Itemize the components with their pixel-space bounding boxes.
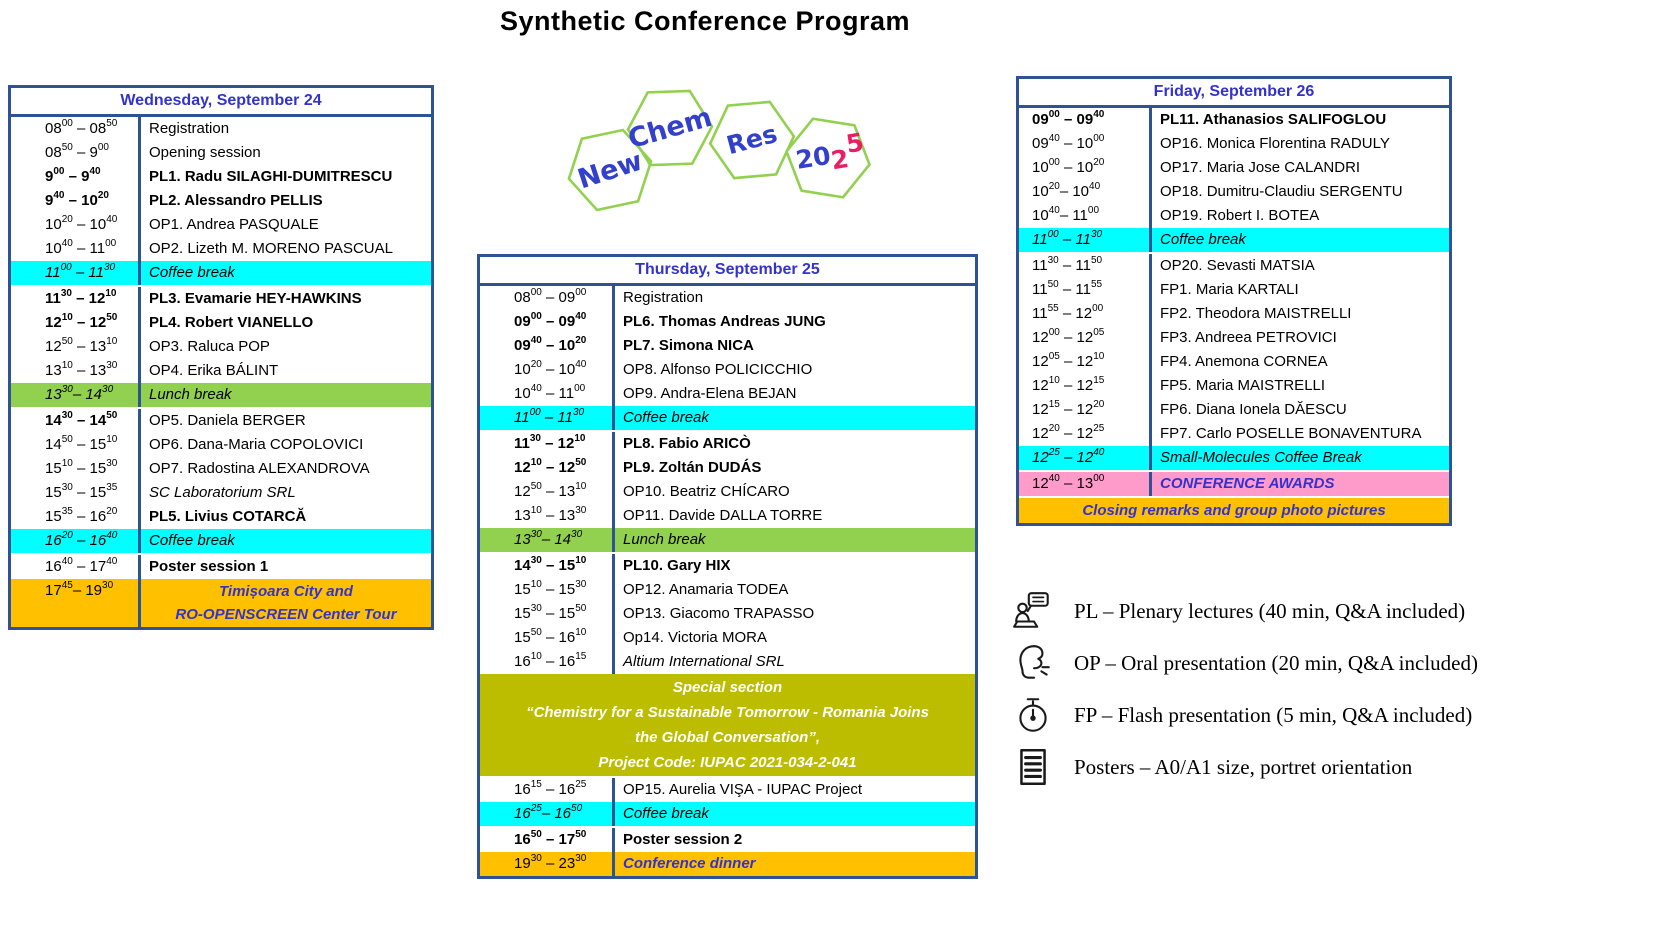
time-range: $09^{00} - 09^{40}$ bbox=[480, 310, 615, 334]
session-label: OP7. Radostina ALEXANDROVA bbox=[149, 460, 370, 477]
session-label: OP12. Anamaria TODEA bbox=[623, 581, 789, 598]
time-range: $11^{50} - 11^{55}$ bbox=[1019, 278, 1152, 302]
logo-hexagon bbox=[781, 115, 875, 200]
schedule-row bbox=[1019, 108, 1449, 132]
time-range: $11^{30} - 12^{10}$ bbox=[11, 287, 141, 311]
schedule-row bbox=[11, 165, 431, 189]
session-label: OP19. Robert I. BOTEA bbox=[1160, 207, 1320, 224]
schedule-row bbox=[11, 141, 431, 165]
time-range: $12^{50} - 13^{10}$ bbox=[11, 335, 141, 359]
session-label: PL11. Athanasios SALIFOGLOU bbox=[1160, 111, 1387, 128]
schedule-row bbox=[1019, 472, 1449, 498]
legend-item bbox=[1012, 637, 1572, 689]
oral-presentation-icon bbox=[1012, 642, 1054, 684]
session-label bbox=[141, 579, 431, 627]
session-label: OP13. Giacomo TRAPASSO bbox=[623, 605, 815, 622]
schedule-row bbox=[1019, 204, 1449, 228]
time-range: $15^{35} - 16^{20}$ bbox=[11, 505, 141, 529]
page-title: Synthetic Conference Program bbox=[499, 6, 911, 36]
schedule-row bbox=[480, 578, 975, 602]
schedule-row bbox=[11, 505, 431, 529]
time-range: $12^{40} - 13^{00}$ bbox=[1019, 472, 1152, 496]
session-label: Registration bbox=[149, 120, 230, 137]
time-range: $14^{30} - 15^{10}$ bbox=[480, 554, 615, 578]
session-label: Op14. Victoria MORA bbox=[623, 629, 767, 646]
time-range: $9^{40} - 10^{20}$ bbox=[11, 189, 141, 213]
schedule-row bbox=[480, 828, 975, 852]
block-line: the Global Conversation”, bbox=[634, 729, 821, 746]
session-label: Lunch break bbox=[149, 386, 232, 403]
time-range: $10^{40}-$ $11^{00}$ bbox=[1019, 204, 1152, 228]
time-range: $16^{25}-$ $16^{50}$ bbox=[480, 802, 615, 826]
schedule-row bbox=[11, 237, 431, 261]
session-label: Coffee break bbox=[1160, 231, 1246, 248]
session-label: Coffee break bbox=[623, 409, 709, 426]
time-range: $13^{30}-$ $14^{30}$ bbox=[480, 528, 615, 552]
time-range: $13^{10} - 13^{30}$ bbox=[480, 504, 615, 528]
time-range: $11^{00} - 11^{30}$ bbox=[11, 261, 141, 285]
session-label: OP8. Alfonso POLICICCHIO bbox=[623, 361, 813, 378]
time-range: $13^{30}-$ $14^{30}$ bbox=[11, 383, 141, 407]
time-range: $15^{10} - 15^{30}$ bbox=[480, 578, 615, 602]
schedule-row bbox=[480, 802, 975, 828]
session-label: Registration bbox=[623, 289, 704, 306]
time-range: $11^{00} - 11^{30}$ bbox=[480, 406, 615, 430]
schedule-row bbox=[11, 213, 431, 237]
day-header: Wednesday, September 24 bbox=[11, 88, 431, 117]
time-range: $15^{30} - 15^{50}$ bbox=[480, 602, 615, 626]
special-section bbox=[480, 674, 975, 778]
session-label: Conference dinner bbox=[623, 855, 756, 872]
time-range: $10^{20} - 10^{40}$ bbox=[11, 213, 141, 237]
session-label: Poster session 1 bbox=[149, 558, 269, 575]
schedule-row bbox=[1019, 254, 1449, 278]
schedule-row bbox=[1019, 228, 1449, 254]
schedule-row bbox=[480, 626, 975, 650]
schedule-row bbox=[11, 409, 431, 433]
legend-item bbox=[1012, 689, 1572, 741]
schedule-row bbox=[480, 778, 975, 802]
session-label: OP4. Erika BÁLINT bbox=[149, 362, 279, 379]
time-range: $11^{30} - 11^{50}$ bbox=[1019, 254, 1152, 278]
schedule-row bbox=[480, 650, 975, 674]
legend-text: PL – Plenary lectures (40 min, Q&A included) bbox=[1074, 598, 1466, 623]
session-label: Coffee break bbox=[623, 805, 709, 822]
session-label: OP5. Daniela BERGER bbox=[149, 412, 306, 429]
session-label: CONFERENCE AWARDS bbox=[1160, 475, 1335, 492]
schedule-row bbox=[1019, 132, 1449, 156]
block-line: “Chemistry for a Sustainable Tomorrow - Romania Joins bbox=[526, 704, 929, 721]
time-range: $08^{00} - 09^{00}$ bbox=[480, 286, 615, 310]
schedule-table-friday bbox=[1016, 76, 1452, 526]
time-range: $10^{40} - 11^{00}$ bbox=[480, 382, 615, 406]
time-range: $16^{15} - 16^{25}$ bbox=[480, 778, 615, 802]
session-label: OP10. Beatriz CHÍCARO bbox=[623, 483, 790, 500]
schedule-row bbox=[1019, 398, 1449, 422]
time-range: $08^{00} - 08^{50}$ bbox=[11, 117, 141, 141]
schedule-row bbox=[1019, 374, 1449, 398]
schedule-table-thursday bbox=[477, 254, 978, 879]
session-label: FP4. Anemona CORNEA bbox=[1160, 353, 1328, 370]
schedule-row bbox=[11, 189, 431, 213]
session-label: OP11. Davide DALLA TORRE bbox=[623, 507, 823, 524]
time-range: $12^{25} - 12^{40}$ bbox=[1019, 446, 1152, 470]
session-label: PL3. Evamarie HEY-HAWKINS bbox=[149, 290, 362, 307]
time-range: $12^{15} - 12^{20}$ bbox=[1019, 398, 1152, 422]
session-label: FP5. Maria MAISTRELLI bbox=[1160, 377, 1326, 394]
schedule-row bbox=[480, 310, 975, 334]
schedule-row bbox=[480, 852, 975, 876]
session-label: OP6. Dana-Maria COPOLOVICI bbox=[149, 436, 364, 453]
time-range: $9^{00} - 9^{40}$ bbox=[11, 165, 141, 189]
block-line: Project Code: IUPAC 2021-034-2-041 bbox=[598, 754, 857, 771]
session-label: Coffee break bbox=[149, 532, 235, 549]
time-range: $13^{10} - 13^{30}$ bbox=[11, 359, 141, 383]
logo-word: Res bbox=[723, 118, 781, 161]
schedule-row bbox=[480, 602, 975, 626]
time-range: $12^{10} - 12^{50}$ bbox=[11, 311, 141, 335]
session-label: FP6. Diana Ionela DĂESCU bbox=[1160, 401, 1347, 418]
session-label: OP17. Maria Jose CALANDRI bbox=[1160, 159, 1361, 176]
time-range: $11^{00} - 11^{30}$ bbox=[1019, 228, 1152, 252]
schedule-row bbox=[11, 261, 431, 287]
time-range: $12^{00} - 12^{05}$ bbox=[1019, 326, 1152, 350]
time-range: $12^{10} - 12^{15}$ bbox=[1019, 374, 1152, 398]
schedule-row bbox=[1019, 350, 1449, 374]
session-label: OP15. Aurelia VIŞA - IUPAC Project bbox=[623, 781, 862, 798]
schedule-row bbox=[480, 554, 975, 578]
session-label: Small-Molecules Coffee Break bbox=[1160, 449, 1362, 466]
session-label: PL4. Robert VIANELLO bbox=[149, 314, 314, 331]
day-header: Thursday, September 25 bbox=[480, 257, 975, 286]
schedule-row bbox=[11, 335, 431, 359]
schedule-row bbox=[1019, 156, 1449, 180]
time-range: $16^{50} - 17^{50}$ bbox=[480, 828, 615, 852]
schedule-row bbox=[480, 528, 975, 554]
time-range: $10^{20}-$ $10^{40}$ bbox=[1019, 180, 1152, 204]
time-range: $10^{00} - 10^{20}$ bbox=[1019, 156, 1152, 180]
session-label: OP9. Andra-Elena BEJAN bbox=[623, 385, 797, 402]
time-range: $16^{10} - 16^{15}$ bbox=[480, 650, 615, 674]
schedule-table-wednesday bbox=[8, 85, 434, 630]
session-label: PL1. Radu SILAGHI-DUMITRESCU bbox=[149, 168, 393, 185]
session-label: OP16. Monica Florentina RADULY bbox=[1160, 135, 1390, 152]
session-label: PL7. Simona NICA bbox=[623, 337, 754, 354]
session-label: PL10. Gary HIX bbox=[623, 557, 731, 574]
time-range: $17^{45}-$ $19^{30}$ bbox=[11, 579, 141, 627]
time-range: $15^{50} - 16^{10}$ bbox=[480, 626, 615, 650]
time-range: $09^{00} - 09^{40}$ bbox=[1019, 108, 1152, 132]
time-range: $09^{40} - 10^{00}$ bbox=[1019, 132, 1152, 156]
schedule-row bbox=[1019, 446, 1449, 472]
schedule-row bbox=[480, 432, 975, 456]
schedule-row bbox=[11, 555, 431, 579]
logo-hexagon bbox=[707, 100, 797, 180]
session-label: Poster session 2 bbox=[623, 831, 743, 848]
session-label: OP2. Lizeth M. MORENO PASCUAL bbox=[149, 240, 393, 257]
schedule-row bbox=[11, 481, 431, 505]
schedule-row bbox=[1019, 278, 1449, 302]
schedule-row bbox=[480, 358, 975, 382]
schedule-row bbox=[1019, 180, 1449, 204]
time-range: $10^{40} - 11^{00}$ bbox=[11, 237, 141, 261]
posters-icon bbox=[1012, 746, 1054, 788]
flash-presentation-icon bbox=[1012, 694, 1054, 736]
block-line: Closing remarks and group photo pictures bbox=[1082, 502, 1386, 519]
time-range: $11^{30} - 12^{10}$ bbox=[480, 432, 615, 456]
legend-item bbox=[1012, 585, 1572, 637]
session-label: OP3. Raluca POP bbox=[149, 338, 270, 355]
time-range: $14^{30} - 14^{50}$ bbox=[11, 409, 141, 433]
session-label: OP18. Dumitru-Claudiu SERGENTU bbox=[1160, 183, 1403, 200]
schedule-row bbox=[11, 433, 431, 457]
schedule-row bbox=[1019, 326, 1449, 350]
schedule-row bbox=[480, 480, 975, 504]
schedule-row bbox=[480, 406, 975, 432]
session-label: Altium International SRL bbox=[623, 653, 785, 670]
legend bbox=[1012, 585, 1572, 793]
session-label: PL6. Thomas Andreas JUNG bbox=[623, 313, 826, 330]
time-range: $19^{30} - 23^{30}$ bbox=[480, 852, 615, 876]
session-label: Lunch break bbox=[623, 531, 706, 548]
schedule-row bbox=[1019, 302, 1449, 326]
session-label: PL9. Zoltán DUDÁS bbox=[623, 459, 762, 476]
session-label: SC Laboratorium SRL bbox=[149, 484, 296, 501]
schedule-row bbox=[11, 529, 431, 555]
time-range: $12^{10} - 12^{50}$ bbox=[480, 456, 615, 480]
plenary-lecture-icon bbox=[1012, 590, 1054, 632]
session-label-line: RO-OPENSCREEN Center Tour bbox=[175, 606, 397, 623]
time-range: $10^{20} - 10^{40}$ bbox=[480, 358, 615, 382]
session-label: OP1. Andrea PASQUALE bbox=[149, 216, 319, 233]
schedule-row bbox=[480, 334, 975, 358]
logo-year: 2025 bbox=[793, 127, 866, 176]
schedule-row bbox=[11, 579, 431, 627]
time-range: $14^{50} - 15^{10}$ bbox=[11, 433, 141, 457]
schedule-row bbox=[11, 117, 431, 141]
schedule-row bbox=[11, 457, 431, 481]
session-label: OP20. Sevasti MATSIA bbox=[1160, 257, 1315, 274]
closing-remarks bbox=[1019, 498, 1449, 523]
legend-text: FP – Flash presentation (5 min, Q&A included) bbox=[1074, 702, 1473, 727]
schedule-row bbox=[480, 456, 975, 480]
schedule-row bbox=[480, 504, 975, 528]
session-label: Opening session bbox=[149, 144, 261, 161]
logo-word: Chem bbox=[624, 101, 716, 156]
time-range: $16^{20} - 16^{40}$ bbox=[11, 529, 141, 553]
time-range: $11^{55} - 12^{00}$ bbox=[1019, 302, 1152, 326]
time-range: $15^{30} - 15^{35}$ bbox=[11, 481, 141, 505]
legend-item bbox=[1012, 741, 1572, 793]
logo-word: New bbox=[574, 145, 647, 196]
session-label: FP2. Theodora MAISTRELLI bbox=[1160, 305, 1352, 322]
time-range: $16^{40} - 17^{40}$ bbox=[11, 555, 141, 579]
session-label: FP3. Andreea PETROVICI bbox=[1160, 329, 1337, 346]
session-label-line: Timișoara City and bbox=[219, 583, 353, 600]
schedule-row bbox=[11, 359, 431, 383]
legend-text: Posters – A0/A1 size, portret orientation bbox=[1074, 754, 1413, 779]
day-header: Friday, September 26 bbox=[1019, 79, 1449, 108]
time-range: $12^{05} - 12^{10}$ bbox=[1019, 350, 1152, 374]
schedule-row bbox=[480, 382, 975, 406]
time-range: $08^{50} - 9^{00}$ bbox=[11, 141, 141, 165]
time-range: $12^{20} - 12^{25}$ bbox=[1019, 422, 1152, 446]
time-range: $09^{40} - 10^{20}$ bbox=[480, 334, 615, 358]
session-label: Coffee break bbox=[149, 264, 235, 281]
session-label: FP7. Carlo POSELLE BONAVENTURA bbox=[1160, 425, 1422, 442]
schedule-row bbox=[11, 311, 431, 335]
schedule-row bbox=[480, 286, 975, 310]
time-range: $12^{50} - 13^{10}$ bbox=[480, 480, 615, 504]
session-label: PL5. Livius COTARCĂ bbox=[149, 508, 307, 525]
block-line: Special section bbox=[672, 679, 783, 696]
legend-text: OP – Oral presentation (20 min, Q&A included) bbox=[1074, 650, 1478, 675]
schedule-row bbox=[11, 287, 431, 311]
session-label: PL8. Fabio ARICÒ bbox=[623, 435, 751, 452]
time-range: $15^{10} - 15^{30}$ bbox=[11, 457, 141, 481]
schedule-row bbox=[11, 383, 431, 409]
session-label: FP1. Maria KARTALI bbox=[1160, 281, 1299, 298]
conference-logo bbox=[548, 86, 888, 226]
session-label: PL2. Alessandro PELLIS bbox=[149, 192, 323, 209]
schedule-row bbox=[1019, 422, 1449, 446]
